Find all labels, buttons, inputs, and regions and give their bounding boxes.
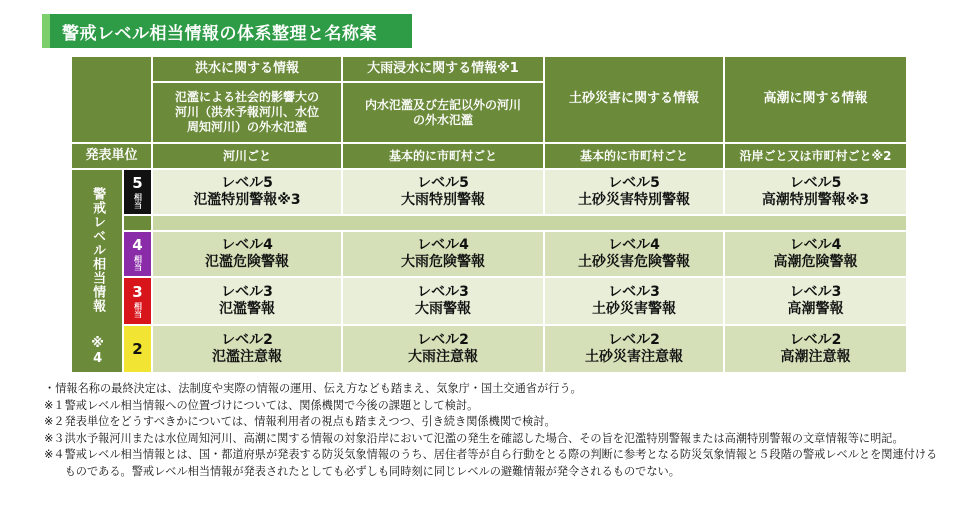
cell-l5-stormsurge <box>725 170 906 214</box>
footnote-mark: ※２ <box>44 415 65 428</box>
cell-name-text: 高潮注意報 <box>780 349 851 365</box>
cell-level-text: レベル4 <box>608 236 660 253</box>
level-4-number: 4 <box>132 235 143 254</box>
cell-level-text: レベル5 <box>221 174 273 191</box>
cell-name-text: 氾濫危険警報 <box>205 254 289 270</box>
cell-name-text: 氾濫特別警報※3 <box>193 192 301 208</box>
col-header-flood-sub <box>153 83 341 142</box>
cell-l2-flood <box>153 326 341 372</box>
cell-l4-flood <box>153 232 341 276</box>
cell-level-text: レベル3 <box>789 283 842 300</box>
cell-level-text: レベル4 <box>417 236 469 253</box>
unit-heavyrain: 基本的に市町村ごと <box>343 144 543 168</box>
cell-level-text: レベル2 <box>417 331 469 348</box>
footnote-text: 洪水予報河川または水位周知河川、高潮に関する情報の対象沿岸において氾濫の発生を確認した場合、その旨を氾濫特別警報または高潮特別警報の文章情報等に明記。 <box>64 431 904 445</box>
unit-landslide: 基本的に市町村ごと <box>545 144 723 168</box>
warning-level-table <box>72 57 906 372</box>
col-header-heavyrain-title: 大雨浸水に関する情報※1 <box>343 57 543 81</box>
col-header-landslide: 土砂災害に関する情報 <box>545 57 723 142</box>
flood-sub-line-3: 周知河川）の外水氾濫 <box>186 120 307 134</box>
level-5-badge <box>124 170 151 214</box>
footnote <box>44 381 944 398</box>
cell-name-text: 大雨警報 <box>415 301 471 317</box>
cell-level-text: レベル4 <box>789 236 842 253</box>
footnote-mark: ※１ <box>44 398 65 412</box>
footnote <box>44 414 944 431</box>
unit-stormsurge: 沿岸ごと又は市町村ごと※2 <box>725 144 906 168</box>
col-header-flood-title: 洪水に関する情報 <box>153 57 341 81</box>
footnotes <box>44 381 944 480</box>
cell-name-text: 土砂災害警報 <box>592 301 676 317</box>
cell-l4-heavyrain <box>343 232 543 276</box>
level-gap-left <box>124 216 151 230</box>
cell-l4-stormsurge <box>725 232 906 276</box>
cell-name-text: 土砂災害特別警報 <box>578 192 690 208</box>
side-label: 警戒レベル相当情報 <box>72 170 122 330</box>
cell-l3-stormsurge <box>725 278 906 324</box>
cell-level-text: レベル3 <box>221 283 273 300</box>
cell-level-text: レベル5 <box>608 174 660 191</box>
level-5-suffix: 相当 <box>133 192 143 209</box>
footnote <box>44 398 944 415</box>
flood-sub-line-1: 氾濫による社会的影響大の <box>174 90 319 104</box>
cell-name-text: 高潮危険警報 <box>773 254 858 270</box>
cell-level-text: レベル2 <box>221 331 273 348</box>
level-4-suffix: 相当 <box>133 254 143 271</box>
cell-level-text: レベル5 <box>789 174 842 191</box>
cell-l3-heavyrain <box>343 278 543 324</box>
cell-l3-flood <box>153 278 341 324</box>
footnote-text: 警戒レベル相当情報への位置づけについては、関係機関で今後の課題として検討。 <box>64 398 479 412</box>
cell-name-text: 土砂災害注意報 <box>585 349 683 365</box>
footnote-mark: ※４ <box>44 448 65 461</box>
cell-name-text: 氾濫警報 <box>219 301 275 317</box>
cell-l2-landslide <box>545 326 723 372</box>
level-4-badge <box>124 232 151 276</box>
col-header-stormsurge: 高潮に関する情報 <box>725 57 906 142</box>
flood-sub-line-2: 河川（洪水予報河川、水位 <box>174 105 319 119</box>
cell-level-text: レベル2 <box>608 331 660 348</box>
cell-l4-landslide <box>545 232 723 276</box>
cell-l5-flood <box>153 170 341 214</box>
level-3-badge <box>124 278 151 324</box>
footnote-mark: ・ <box>44 382 56 395</box>
heavyrain-sub-line-2: の外水氾濫 <box>412 112 473 127</box>
cell-l2-stormsurge <box>725 326 906 372</box>
corner-cell <box>72 57 151 142</box>
title-banner <box>42 14 412 48</box>
cell-l2-heavyrain <box>343 326 543 372</box>
cell-name-text: 大雨特別警報 <box>401 192 485 208</box>
cell-l5-heavyrain <box>343 170 543 214</box>
side-note: ※4 <box>72 330 122 372</box>
footnote <box>44 431 944 448</box>
cell-l5-landslide <box>545 170 723 214</box>
cell-name-text: 大雨注意報 <box>408 349 478 365</box>
title-accent-bar <box>42 14 50 48</box>
level-2-badge <box>124 326 151 372</box>
footnote-mark: ※３ <box>44 431 65 445</box>
heavyrain-sub-line-1: 内水氾濫及び左記以外の河川 <box>364 97 521 112</box>
col-header-heavyrain-sub <box>343 83 543 142</box>
footnote-text: 情報名称の最終決定は、法制度や実際の情報の運用、伝え方なども踏まえ、気象庁・国土交通省が行う。 <box>55 382 582 395</box>
footnote-text: 発表単位をどうすべきかについては、情報利用者の視点も踏まえつつ、引き続き関係機関で検討。 <box>64 415 556 428</box>
level-3-number: 3 <box>132 282 143 301</box>
cell-level-text: レベル4 <box>221 236 273 253</box>
level-2-number: 2 <box>132 339 143 358</box>
level-5-number: 5 <box>132 173 143 192</box>
cell-level-text: レベル2 <box>789 331 842 348</box>
footnote-text: 警戒レベル相当情報とは、国・都道府県が発表する防災気象情報のうち、居住者等が自ら行動をとる際の判断に参考となる防災気象情報と５段階の警戒レベルとを関連付けるものである。警戒レベル相当情報が発表されたとしても必ずしも同時刻に同じレベルの避難情報が発令されるものでない。 <box>64 448 938 478</box>
cell-l3-landslide <box>545 278 723 324</box>
level-3-suffix: 相当 <box>133 301 143 318</box>
footnote <box>44 447 944 480</box>
gap-row <box>153 216 906 230</box>
unit-flood: 河川ごと <box>153 144 341 168</box>
unit-label: 発表単位 <box>72 144 151 168</box>
page-title: 警戒レベル相当情報の体系整理と名称案 <box>62 23 377 44</box>
cell-name-text: 氾濫注意報 <box>212 349 282 365</box>
cell-name-text: 高潮警報 <box>787 301 844 317</box>
cell-level-text: レベル5 <box>417 174 469 191</box>
cell-level-text: レベル3 <box>417 283 469 300</box>
cell-name-text: 高潮特別警報※3 <box>761 192 870 208</box>
cell-level-text: レベル3 <box>608 283 660 300</box>
cell-name-text: 土砂災害危険警報 <box>578 254 690 270</box>
cell-name-text: 大雨危険警報 <box>401 254 485 270</box>
